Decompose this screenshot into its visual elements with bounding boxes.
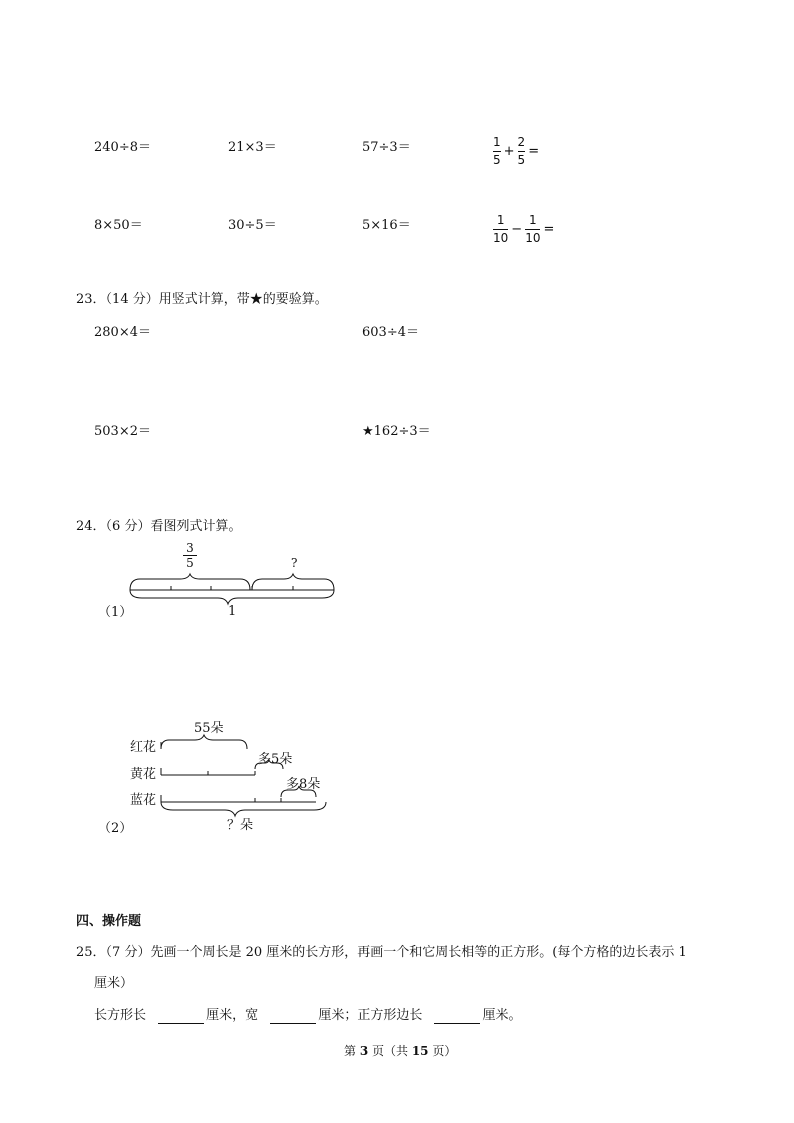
oral-item: 5×16＝ <box>362 218 411 233</box>
question-25-text: 25．（7 分）先画一个周长是 20 厘米的长方形，再画一个和它周长相等的正方形。(每个方格的边长表示 1 <box>76 945 687 960</box>
oral-item: 57÷3＝ <box>362 140 411 155</box>
numerator: 1 <box>496 213 505 227</box>
denominator: 5 <box>186 556 194 570</box>
vertical-calc-item: 603÷4＝ <box>362 325 419 340</box>
page-footer <box>344 1043 456 1059</box>
question-mark: ? <box>291 556 298 570</box>
total-label: 1 <box>228 604 237 619</box>
yellow-flower-label: 黄花 <box>130 767 157 782</box>
fill-text: 厘米。 <box>482 1008 522 1023</box>
more-8-label: 多8朵 <box>286 777 321 792</box>
answer-blank[interactable] <box>434 1023 480 1024</box>
numerator: 2 <box>517 135 526 149</box>
oral-item: 240÷8＝ <box>94 140 151 155</box>
operator: + <box>503 144 515 159</box>
fill-text: 厘米；正方形边长 <box>318 1008 423 1023</box>
numerator: 1 <box>529 213 537 227</box>
page-total: 15 <box>411 1044 429 1058</box>
fill-in-line <box>94 1008 521 1024</box>
numerator: 3 <box>186 541 194 555</box>
question-23-title: 23．（14 分）用竖式计算，带★的要验算。 <box>76 292 328 307</box>
vertical-calc-item: 280×4＝ <box>94 325 151 340</box>
oral-item: 21×3＝ <box>228 140 277 155</box>
denominator: 5 <box>517 153 526 167</box>
denominator: 5 <box>493 153 501 167</box>
vertical-calc-item: ★162÷3＝ <box>362 424 431 439</box>
denominator: 10 <box>525 231 541 245</box>
question-total-label: ？朵 <box>227 818 254 833</box>
equals-sign: = <box>528 144 540 159</box>
question-25-text-cont: 厘米） <box>94 976 134 991</box>
equals-sign: = <box>543 222 555 237</box>
vertical-calc-item: 503×2＝ <box>94 424 151 439</box>
answer-blank[interactable] <box>158 1023 204 1024</box>
part-label: （2） <box>98 821 133 836</box>
oral-item: 30÷5＝ <box>228 218 277 233</box>
blue-flower-label: 蓝花 <box>130 793 157 808</box>
fill-text: 厘米，宽 <box>206 1008 259 1023</box>
fill-text: 长方形长 <box>94 1008 147 1023</box>
page-number: 3 <box>359 1044 369 1058</box>
footer-text: 第 <box>344 1044 360 1058</box>
more-5-label: 多5朵 <box>258 752 293 767</box>
question-24-title: 24．（6 分）看图列式计算。 <box>76 519 242 534</box>
part-label: （1） <box>98 605 133 620</box>
footer-text: 页（共 <box>368 1044 412 1058</box>
operator: − <box>511 222 523 237</box>
red-count-label: 55朵 <box>194 721 224 736</box>
red-flower-label: 红花 <box>130 740 157 755</box>
section-title: 四、操作题 <box>76 914 142 929</box>
footer-text: 页） <box>428 1044 457 1058</box>
oral-item: 8×50＝ <box>94 218 143 233</box>
denominator: 10 <box>493 231 509 245</box>
numerator: 1 <box>493 135 501 149</box>
answer-blank[interactable] <box>270 1023 316 1024</box>
